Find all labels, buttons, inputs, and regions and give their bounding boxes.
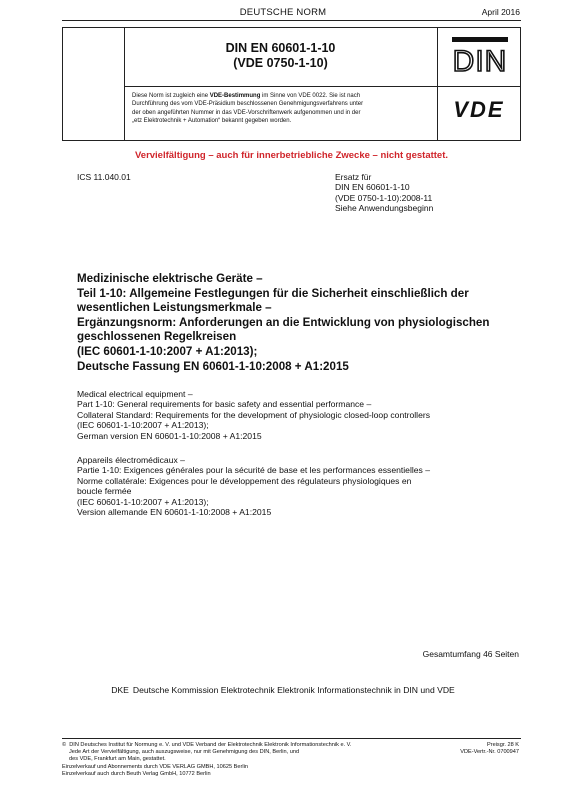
title-box-middle-divider xyxy=(124,86,521,87)
title-box-logo-divider xyxy=(437,27,438,141)
certification-line: Durchführung des vom VDE-Präsidium beschlossenen Genehmigungsverfahrens unter xyxy=(132,101,364,108)
title-line: (IEC 60601-1-10:2007 + A1:2013); xyxy=(77,496,209,507)
title-line: Version allemande EN 60601-1-10:2008 + A1:2015 xyxy=(77,507,272,518)
certification-line: „etz Elektrotechnik + Automation“ bekannt gegeben worden. xyxy=(132,117,292,124)
french-title xyxy=(77,455,527,517)
total-pages: Gesamtumfang 46 Seiten xyxy=(422,649,519,659)
footer-divider xyxy=(62,738,521,739)
title-line: German version EN 60601-1-10:2008 + A1:2015 xyxy=(77,430,262,441)
sales-line: Einzelverkauf und Abonnements durch VDE VERLAG GMBH, 10625 Berlin xyxy=(62,763,248,770)
title-line: Norme collatérale: Exigences pour le développement des régulateurs physiologiques en xyxy=(77,475,412,486)
replacement-line: DIN EN 60601-1-10 xyxy=(335,182,410,193)
title-line: Teil 1-10: Allgemeine Festlegungen für die Sicherheit einschließlich der xyxy=(77,286,469,300)
standard-number xyxy=(124,41,437,71)
footer-copyright xyxy=(62,742,424,778)
certification-line: der oben angeführten Nummer in das VDE-Vorschriftenwerk aufgenommen und in der xyxy=(132,109,361,116)
title-line: (IEC 60601-1-10:2007 + A1:2013); xyxy=(77,420,209,431)
document-type-label: DEUTSCHE NORM xyxy=(239,7,327,18)
vde-standard-number: (VDE 0750-1-10) xyxy=(233,56,328,70)
copyright-line: © DIN Deutsches Institut für Normung e. V. und VDE Verband der Elektrotechnik Elektronik Informationstechnik e. V. xyxy=(62,742,352,748)
title-line: (IEC 60601-1-10:2007 + A1:2013); xyxy=(77,344,258,358)
title-line: Part 1-10: General requirements for basic safety and essential performance – xyxy=(77,399,372,410)
title-line: Deutsche Fassung EN 60601-1-10:2008 + A1:2015 xyxy=(77,359,349,373)
english-title xyxy=(77,389,527,441)
title-line: Partie 1-10: Exigences générales pour la sécurité de base et les performances essentielles – xyxy=(77,465,431,476)
dke-line xyxy=(0,685,566,695)
german-title xyxy=(77,272,527,374)
vde-order-number: VDE-Vertr.-Nr. 0700947 xyxy=(460,749,519,756)
vde-logo-text: VDE xyxy=(453,97,505,122)
footer-order-info xyxy=(460,742,519,756)
certification-line: Diese Norm ist zugleich eine VDE-Bestimmung im Sinne von VDE 0022. Sie ist nach xyxy=(132,93,361,99)
price-group: Preisgr. 28 K xyxy=(486,742,519,748)
replacement-info xyxy=(335,172,433,214)
din-standard-number: DIN EN 60601-1-10 xyxy=(225,41,336,55)
title-line: Appareils électromédicaux – xyxy=(77,455,185,465)
vde-certification-note xyxy=(132,92,432,125)
replacement-line: (VDE 0750-1-10):2008-11 xyxy=(335,192,433,203)
din-logo-text: DIN xyxy=(452,45,508,77)
sales-line: Einzelverkauf auch durch Beuth Verlag GmbH, 10772 Berlin xyxy=(62,770,211,777)
ics-code: ICS 11.040.01 xyxy=(77,172,131,182)
reproduction-warning: Vervielfältigung – auch für innerbetriebliche Zwecke – nicht gestattet. xyxy=(134,150,449,161)
title-line: Ergänzungsnorm: Anforderungen an die Entwicklung von physiologischen xyxy=(77,315,490,329)
publication-date: April 2016 xyxy=(481,7,520,17)
title-line: Medizinische elektrische Geräte – xyxy=(77,272,263,285)
copyright-line: des VDE, Frankfurt am Main, gestattet. xyxy=(69,756,166,763)
dke-abbreviation: DKE xyxy=(111,685,129,695)
title-line: Collateral Standard: Requirements for the development of physiologic closed-loop controllers xyxy=(77,409,431,420)
header-divider xyxy=(62,20,521,21)
vde-logo xyxy=(444,96,514,122)
title-line: geschlossenen Regelkreisen xyxy=(77,330,237,344)
dke-full-name: Deutsche Kommission Elektrotechnik Elektronik Informationstechnik in DIN und VDE xyxy=(132,685,455,695)
replacement-line: Siehe Anwendungsbeginn xyxy=(335,203,434,214)
din-logo xyxy=(452,37,508,77)
title-line: Medical electrical equipment – xyxy=(77,389,193,399)
replacement-line: Ersatz für xyxy=(335,172,372,182)
copyright-line: Jede Art der Vervielfältigung, auch auszugsweise, nur mit Genehmigung des DIN, Berlin, und xyxy=(69,749,300,756)
title-line: boucle fermée xyxy=(77,486,132,497)
title-line: wesentlichen Leistungsmerkmale – xyxy=(77,301,272,315)
